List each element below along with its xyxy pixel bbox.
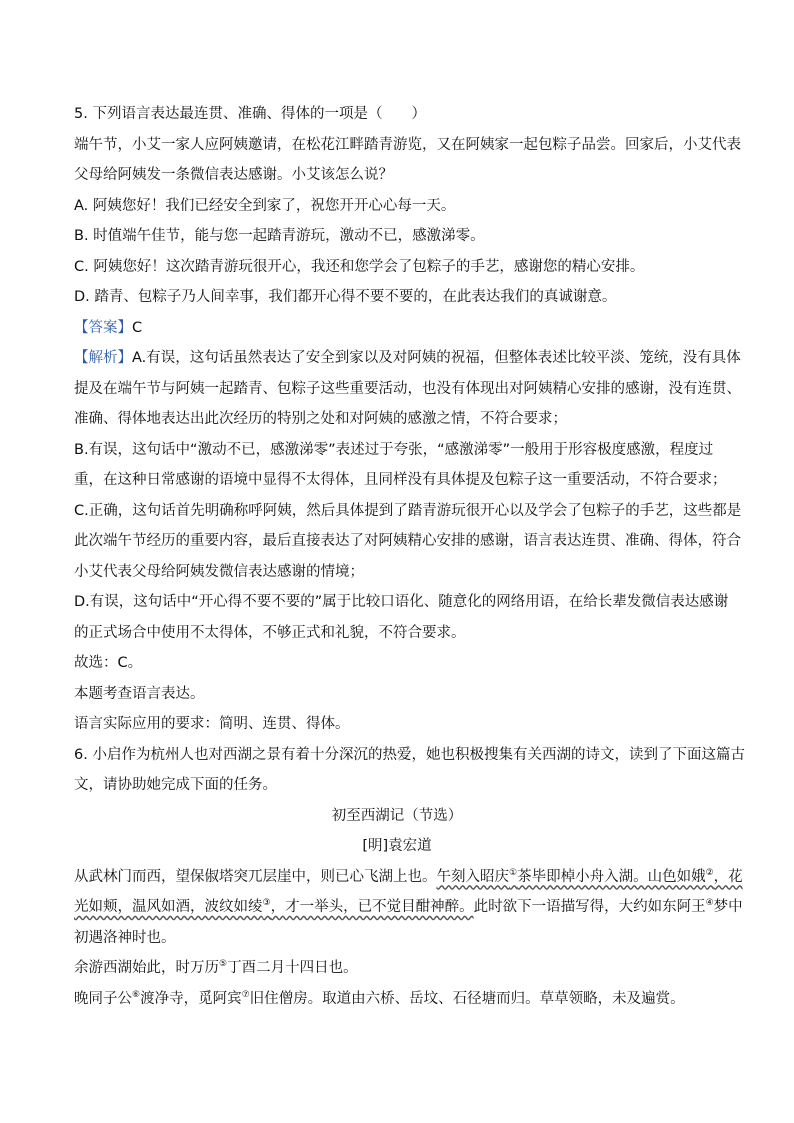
- q5-analysis: [74, 343, 741, 374]
- passage-text: 梦中: [713, 899, 743, 915]
- analysis-line: D.有误，这句话中“开心得不要不要的”属于比较口语化、随意化的网络用语，在给长辈发微信表达感谢: [74, 594, 729, 610]
- passage-text: 午刻入昭庆: [436, 868, 509, 885]
- q5-conclusion: 故选：C。: [74, 655, 143, 671]
- analysis-tag: 【解析】: [74, 350, 132, 366]
- passage-text: 旧住僧房。取道由六桥、岳坟、石径塘而归。草草领略，未及遍赏。: [249, 990, 685, 1007]
- q6-stem: 文，请协助她完成下面的任务。: [74, 777, 277, 793]
- q5-option-a: A. 阿姨您好！我们已经安全到家了，祝您开开心心每一天。: [74, 197, 456, 214]
- q5-option-b: B. 时值端午佳节，能与您一起踏青游玩，激动不已，感激涕零。: [74, 228, 485, 244]
- analysis-line: 的正式场合中使用不太得体，不够正式和礼貌，不符合要求。: [74, 624, 466, 641]
- footnote-marker: ①: [509, 867, 518, 878]
- footnote-marker: ⑥: [132, 989, 141, 1000]
- passage-text: ，才一举头，已不觉目酣神醉。: [270, 899, 474, 915]
- q5-stem: 5. 下列语言表达最连贯、准确、得体的一项是（ ）: [74, 106, 426, 122]
- passage-line: [74, 953, 720, 984]
- passage-line: [74, 862, 743, 893]
- passage-line: [74, 892, 743, 923]
- passage-line: [74, 984, 720, 1015]
- passage-title: 初至西湖记（节选）: [331, 807, 463, 824]
- passage-text: 茶毕即棹小舟入湖。山色如娥: [517, 868, 706, 885]
- footnote-marker: ④: [705, 898, 714, 908]
- analysis-line: 此次端午节经历的重要内容，最后直接表达了对阿姨精心安排的感谢，语言表达连贯、准确、得体，符合: [74, 533, 741, 549]
- answer-value: C: [132, 319, 143, 336]
- passage-text: ，花: [713, 868, 743, 885]
- passage-line: 初遇洛神时也。: [74, 929, 176, 946]
- footnote-marker: ⑦: [241, 989, 250, 1000]
- passage-text: 光如颊，温风如酒，波纹如绫: [74, 899, 263, 915]
- q5-context: 端午节，小艾一家人应阿姨邀请，在松花江畔踏青游览，又在阿姨家一起包粽子品尝。回家后，小艾代表: [74, 136, 741, 153]
- analysis-line: 小艾代表父母给阿姨发微信表达感谢的情境；: [74, 563, 364, 580]
- underlined-passage: [437, 869, 743, 885]
- footnote-marker: ③: [262, 898, 271, 908]
- analysis-line: 准确、得体地表达出此次经历的特别之处和对阿姨的感激之情，不符合要求；: [74, 411, 567, 427]
- document-body: [74, 99, 745, 1014]
- passage-author: [明]袁宏道: [362, 838, 432, 854]
- passage-text: 从武林门而西，望保俶塔突兀层崖中，则已心飞湖上也。: [74, 868, 437, 885]
- underlined-passage: [74, 899, 474, 915]
- analysis-line: C.正确，这句话首先明确称呼阿姨，然后具体提到了踏青游玩很开心以及学会了包粽子的手艺，这些都是: [74, 502, 742, 519]
- analysis-line: B.有误，这句话中“激动不已，感激涕零”表述过于夸张，“感激涕零”一般用于形容极度感激，程度过: [74, 441, 714, 458]
- answer-tag: 【答案】: [74, 319, 132, 336]
- q5-option-c: C. 阿姨您好！这次踏青游玩很开心，我还和您学会了包粽子的手艺，感谢您的精心安排。: [74, 258, 645, 275]
- q6-stem: 6. 小启作为杭州人也对西湖之景有着十分深沉的热爱，她也积极搜集有关西湖的诗文，读到了下面这篇古: [74, 746, 745, 763]
- passage-text: 晚同子公: [74, 990, 132, 1007]
- q5-requirement: 语言实际应用的要求：简明、连贯、得体。: [74, 716, 350, 732]
- q5-option-d: D. 踏青、包粽子乃人间幸事，我们都开心得不要不要的，在此表达我们的真诚谢意。: [74, 289, 617, 305]
- footnote-marker: ⑤: [219, 959, 228, 969]
- q5-context: 父母给阿姨发一条微信表达感谢。小艾该怎么说？: [74, 167, 393, 183]
- q5-topic: 本题考查语言表达。: [74, 685, 205, 702]
- footnote-marker: ②: [705, 867, 714, 878]
- analysis-line: A.有误，这句话虽然表达了安全到家以及对阿姨的祝福，但整体表述比较平淡、笼统，没有具体: [132, 350, 741, 366]
- passage-text: 此时欲下一语描写得，大约如东阿王: [473, 899, 706, 915]
- passage-text: 丁酉二月十四日也。: [227, 960, 358, 976]
- passage-text: 余游西湖始此，时万历: [74, 960, 219, 976]
- q5-answer: [74, 313, 720, 344]
- analysis-line: 提及在端午节与阿姨一起踏青、包粽子这些重要活动，也没有体现出对阿姨精心安排的感谢，没有连贯、: [74, 380, 741, 397]
- analysis-line: 重，在这种日常感谢的语境中显得不太得体，且同样没有具体提及包粽子这一重要活动，不符合要求；: [74, 472, 727, 488]
- passage-text: 渡净寺，觅阿宾: [140, 990, 242, 1007]
